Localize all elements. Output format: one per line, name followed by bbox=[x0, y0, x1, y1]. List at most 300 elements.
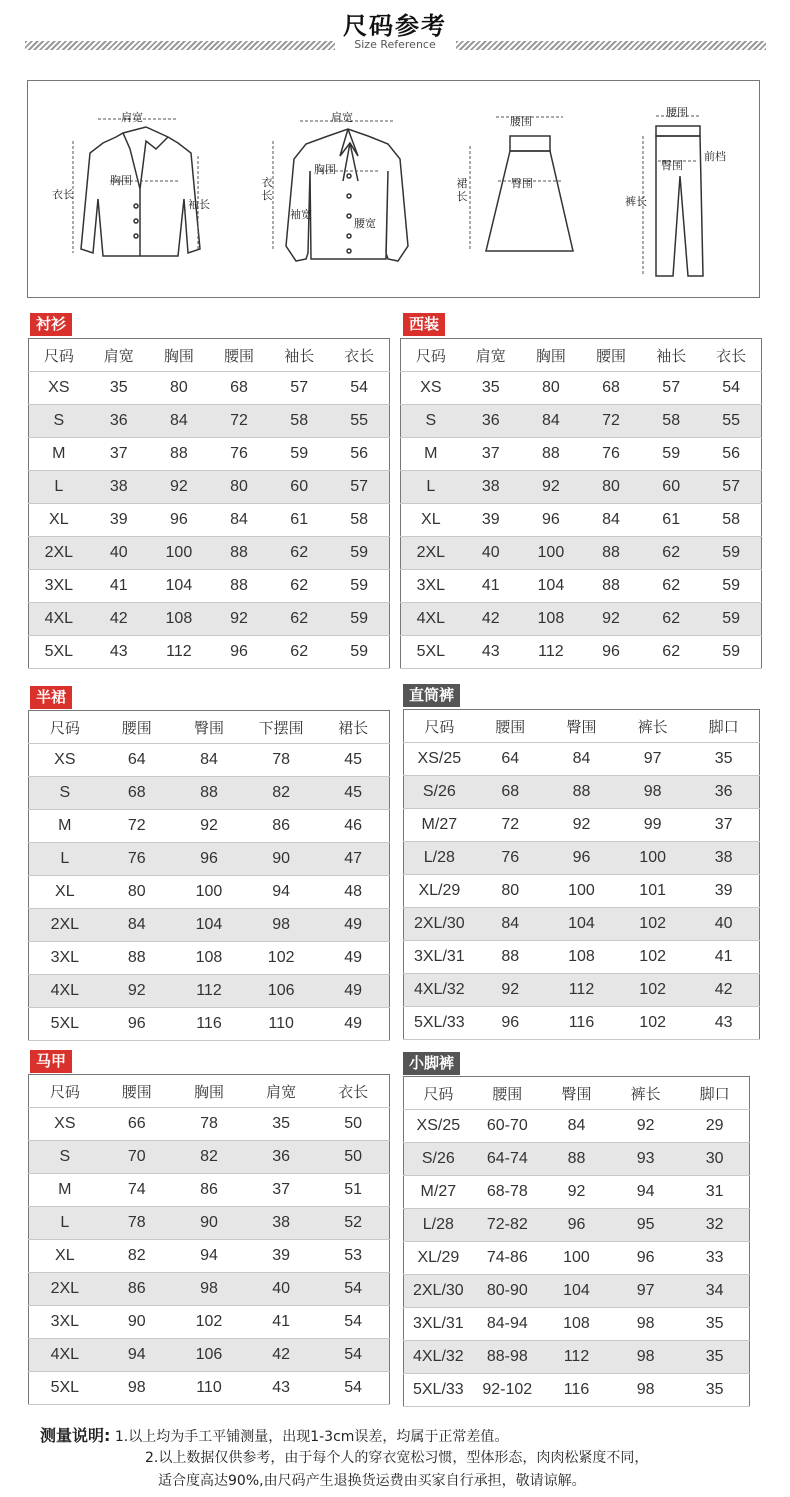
measurement-cell: 62 bbox=[269, 636, 329, 669]
table-header-row bbox=[401, 339, 762, 372]
measurement-cell: 64-74 bbox=[473, 1143, 542, 1176]
measurement-cell: 36 bbox=[461, 405, 521, 438]
measurement-cell: 56 bbox=[329, 438, 389, 471]
size-cell: M bbox=[29, 1174, 101, 1207]
page-subtitle: Size Reference bbox=[354, 38, 436, 51]
measurement-cell: 104 bbox=[542, 1275, 611, 1308]
column-header: 肩宽 bbox=[89, 339, 149, 372]
measurement-cell: 102 bbox=[173, 1306, 245, 1339]
table-row bbox=[401, 405, 762, 438]
jacket-illustration bbox=[81, 127, 200, 256]
table-row bbox=[404, 842, 760, 875]
column-header: 肩宽 bbox=[461, 339, 521, 372]
measurement-cell: 30 bbox=[680, 1143, 749, 1176]
measurement-cell: 74 bbox=[101, 1174, 173, 1207]
size-cell: XS/25 bbox=[404, 1110, 473, 1143]
skirt-waist-label: 腰围 bbox=[510, 115, 532, 128]
measurement-cell: 96 bbox=[173, 843, 245, 876]
measurement-cell: 42 bbox=[688, 974, 759, 1007]
measurement-cell: 37 bbox=[461, 438, 521, 471]
measurement-cell: 54 bbox=[317, 1339, 389, 1372]
measurement-cell: 66 bbox=[101, 1108, 173, 1141]
table-row bbox=[404, 743, 760, 776]
table-row bbox=[29, 876, 390, 909]
measurement-cell: 54 bbox=[329, 372, 389, 405]
measurement-cell: 80-90 bbox=[473, 1275, 542, 1308]
measurement-cell: 96 bbox=[542, 1209, 611, 1242]
table-row bbox=[29, 1339, 390, 1372]
measurement-cell: 62 bbox=[641, 570, 701, 603]
table-row bbox=[404, 1007, 760, 1040]
size-cell: 5XL bbox=[29, 636, 89, 669]
measurement-cell: 58 bbox=[269, 405, 329, 438]
measurement-cell: 86 bbox=[173, 1174, 245, 1207]
size-cell: S/26 bbox=[404, 776, 475, 809]
size-cell: 4XL bbox=[29, 603, 89, 636]
measurement-cell: 55 bbox=[701, 405, 761, 438]
column-header: 裤长 bbox=[611, 1077, 680, 1110]
measurement-cell: 62 bbox=[641, 603, 701, 636]
measurement-cell: 93 bbox=[611, 1143, 680, 1176]
measurement-cell: 38 bbox=[89, 471, 149, 504]
measurement-cell: 108 bbox=[149, 603, 209, 636]
measurement-cell: 98 bbox=[611, 1341, 680, 1374]
measurement-cell: 47 bbox=[317, 843, 389, 876]
measurement-cell: 80 bbox=[209, 471, 269, 504]
measurement-cell: 112 bbox=[149, 636, 209, 669]
blouse-illustration bbox=[286, 129, 408, 261]
measurement-cell: 101 bbox=[617, 875, 688, 908]
blouse-chest-label: 胸围 bbox=[314, 163, 336, 176]
garment-illustration-panel bbox=[27, 80, 760, 298]
measurement-cell: 112 bbox=[546, 974, 617, 1007]
blouse-length-label: 衣长 bbox=[261, 176, 273, 202]
size-cell: L bbox=[29, 843, 101, 876]
measurement-cell: 92 bbox=[173, 810, 245, 843]
measurement-cell: 92 bbox=[581, 603, 641, 636]
measurement-cell: 68 bbox=[581, 372, 641, 405]
measurement-cell: 57 bbox=[269, 372, 329, 405]
measurement-cell: 59 bbox=[269, 438, 329, 471]
measurement-cell: 102 bbox=[617, 974, 688, 1007]
column-header: 腰围 bbox=[473, 1077, 542, 1110]
measurement-cell: 43 bbox=[688, 1007, 759, 1040]
measurement-cell: 88-98 bbox=[473, 1341, 542, 1374]
measurement-cell: 40 bbox=[688, 908, 759, 941]
size-cell: 4XL bbox=[401, 603, 461, 636]
measurement-cell: 98 bbox=[245, 909, 317, 942]
measurement-cell: 86 bbox=[101, 1273, 173, 1306]
measurement-cell: 106 bbox=[245, 975, 317, 1008]
measurement-cell: 64 bbox=[101, 744, 173, 777]
measurement-cell: 38 bbox=[688, 842, 759, 875]
measurement-cell: 94 bbox=[611, 1176, 680, 1209]
blouse-sleeve-label: 袖宽 bbox=[290, 208, 312, 221]
measurement-cell: 39 bbox=[245, 1240, 317, 1273]
measurement-cell: 59 bbox=[329, 603, 389, 636]
table-row bbox=[401, 372, 762, 405]
table-row bbox=[29, 471, 390, 504]
jacket-length-label: 衣长 bbox=[52, 188, 74, 201]
measurement-cell: 78 bbox=[173, 1108, 245, 1141]
measurement-cell: 96 bbox=[101, 1008, 173, 1041]
measurement-cell: 116 bbox=[546, 1007, 617, 1040]
measurement-cell: 100 bbox=[546, 875, 617, 908]
measurement-cell: 49 bbox=[317, 1008, 389, 1041]
measurement-cell: 110 bbox=[173, 1372, 245, 1405]
measurement-cell: 102 bbox=[245, 942, 317, 975]
measurement-cell: 96 bbox=[475, 1007, 546, 1040]
measurement-cell: 42 bbox=[245, 1339, 317, 1372]
size-cell: 5XL/33 bbox=[404, 1374, 473, 1407]
table-row bbox=[29, 909, 390, 942]
pants-length-label: 裤长 bbox=[625, 195, 647, 208]
size-cell: 2XL bbox=[29, 909, 101, 942]
table-row bbox=[29, 1008, 390, 1041]
measurement-cell: 76 bbox=[209, 438, 269, 471]
measurement-cell: 97 bbox=[617, 743, 688, 776]
skinny-pants-tag: 小脚裤 bbox=[403, 1052, 460, 1075]
column-header: 裙长 bbox=[317, 711, 389, 744]
measurement-cell: 35 bbox=[461, 372, 521, 405]
table-row bbox=[29, 1207, 390, 1240]
column-header: 胸围 bbox=[521, 339, 581, 372]
size-cell: 3XL/31 bbox=[404, 1308, 473, 1341]
table-row bbox=[404, 1143, 750, 1176]
measurement-cell: 36 bbox=[688, 776, 759, 809]
blouse-waist-label: 腰宽 bbox=[354, 217, 376, 230]
column-header: 脚口 bbox=[688, 710, 759, 743]
measurement-cell: 62 bbox=[269, 570, 329, 603]
table-row bbox=[404, 1374, 750, 1407]
measurement-cell: 84 bbox=[209, 504, 269, 537]
table-row bbox=[401, 537, 762, 570]
measurement-cell: 112 bbox=[173, 975, 245, 1008]
measurement-cell: 94 bbox=[245, 876, 317, 909]
measurement-cell: 97 bbox=[611, 1275, 680, 1308]
measurement-cell: 112 bbox=[542, 1341, 611, 1374]
size-cell: 4XL bbox=[29, 1339, 101, 1372]
measurement-cell: 98 bbox=[611, 1374, 680, 1407]
measurement-cell: 58 bbox=[641, 405, 701, 438]
measurement-cell: 98 bbox=[173, 1273, 245, 1306]
measurement-cell: 60-70 bbox=[473, 1110, 542, 1143]
table-header-row bbox=[404, 1077, 750, 1110]
measurement-cell: 96 bbox=[521, 504, 581, 537]
measurement-cell: 60 bbox=[269, 471, 329, 504]
measurement-cell: 49 bbox=[317, 909, 389, 942]
notes-line-2: 2.以上数据仅供参考，由于每个人的穿衣宽松习惯，型体形态，肉肉松紧度不同， bbox=[145, 1450, 649, 1466]
measurement-cell: 100 bbox=[617, 842, 688, 875]
column-header: 尺码 bbox=[29, 1075, 101, 1108]
size-cell: XS bbox=[29, 372, 89, 405]
pants-waist-label: 腰围 bbox=[666, 106, 688, 119]
measurement-cell: 104 bbox=[149, 570, 209, 603]
measurement-cell: 88 bbox=[581, 537, 641, 570]
measurement-cell: 35 bbox=[688, 743, 759, 776]
skirt-length-label: 裙长 bbox=[456, 177, 468, 203]
measurement-cell: 98 bbox=[101, 1372, 173, 1405]
table-row bbox=[29, 1240, 390, 1273]
measurement-cell: 55 bbox=[329, 405, 389, 438]
suit-size-table bbox=[400, 338, 762, 669]
size-cell: 5XL bbox=[29, 1008, 101, 1041]
size-cell: S bbox=[29, 777, 101, 810]
measurement-cell: 61 bbox=[269, 504, 329, 537]
measurement-cell: 92 bbox=[521, 471, 581, 504]
jacket-chest-label: 胸围 bbox=[110, 174, 132, 187]
measurement-cell: 59 bbox=[641, 438, 701, 471]
measurement-cell: 64 bbox=[475, 743, 546, 776]
measurement-cell: 108 bbox=[521, 603, 581, 636]
measurement-cell: 59 bbox=[701, 603, 761, 636]
measurement-cell: 84 bbox=[581, 504, 641, 537]
measurement-cell: 84 bbox=[101, 909, 173, 942]
table-row bbox=[29, 975, 390, 1008]
table-row bbox=[404, 974, 760, 1007]
notes-line-1: 1.以上均为手工平铺测量，出现1-3cm误差，均属于正常差值。 bbox=[114, 1429, 509, 1445]
measurement-cell: 49 bbox=[317, 942, 389, 975]
measurement-cell: 72 bbox=[581, 405, 641, 438]
table-row bbox=[404, 941, 760, 974]
size-cell: XS bbox=[401, 372, 461, 405]
measurement-cell: 37 bbox=[688, 809, 759, 842]
measurement-cell: 88 bbox=[546, 776, 617, 809]
table-row bbox=[29, 636, 390, 669]
measurement-cell: 84 bbox=[542, 1110, 611, 1143]
measurement-cell: 72 bbox=[101, 810, 173, 843]
measurement-cell: 92 bbox=[101, 975, 173, 1008]
measurement-cell: 41 bbox=[245, 1306, 317, 1339]
measurement-cell: 100 bbox=[173, 876, 245, 909]
skirt-tag: 半裙 bbox=[30, 686, 72, 709]
column-header: 袖长 bbox=[641, 339, 701, 372]
column-header: 尺码 bbox=[29, 339, 89, 372]
measurement-cell: 74-86 bbox=[473, 1242, 542, 1275]
measurement-cell: 61 bbox=[641, 504, 701, 537]
column-header: 脚口 bbox=[680, 1077, 749, 1110]
table-row bbox=[404, 1176, 750, 1209]
measurement-cell: 59 bbox=[329, 537, 389, 570]
measurement-cell: 96 bbox=[581, 636, 641, 669]
measurement-cell: 56 bbox=[701, 438, 761, 471]
measurement-cell: 39 bbox=[461, 504, 521, 537]
pants-rise-label: 前档 bbox=[704, 150, 726, 163]
size-cell: 4XL bbox=[29, 975, 101, 1008]
measurement-cell: 54 bbox=[701, 372, 761, 405]
measurement-cell: 78 bbox=[245, 744, 317, 777]
measurement-cell: 94 bbox=[101, 1339, 173, 1372]
table-row bbox=[401, 471, 762, 504]
measurement-cell: 72-82 bbox=[473, 1209, 542, 1242]
column-header: 尺码 bbox=[29, 711, 101, 744]
measurement-cell: 36 bbox=[89, 405, 149, 438]
column-header: 袖长 bbox=[269, 339, 329, 372]
measurement-cell: 88 bbox=[101, 942, 173, 975]
table-row bbox=[404, 908, 760, 941]
column-header: 肩宽 bbox=[245, 1075, 317, 1108]
measurement-cell: 58 bbox=[329, 504, 389, 537]
table-row bbox=[29, 1108, 390, 1141]
vest-size-table bbox=[28, 1074, 390, 1405]
measurement-cell: 34 bbox=[680, 1275, 749, 1308]
measurement-cell: 40 bbox=[461, 537, 521, 570]
measurement-cell: 84 bbox=[475, 908, 546, 941]
notes-line-3: 适合度高达90%,由尺码产生退换货运费由买家自行承担，敬请谅解。 bbox=[158, 1473, 586, 1489]
size-cell: 3XL bbox=[29, 1306, 101, 1339]
column-header: 臀围 bbox=[173, 711, 245, 744]
measurement-cell: 32 bbox=[680, 1209, 749, 1242]
size-cell: 3XL bbox=[29, 942, 101, 975]
measurement-cell: 38 bbox=[245, 1207, 317, 1240]
jacket-sleeve-label: 袖长 bbox=[188, 198, 210, 211]
table-row bbox=[401, 603, 762, 636]
size-cell: XS bbox=[29, 1108, 101, 1141]
size-cell: XL bbox=[401, 504, 461, 537]
skinny-pants-size-table bbox=[403, 1076, 750, 1407]
size-cell: M/27 bbox=[404, 809, 475, 842]
measurement-cell: 39 bbox=[89, 504, 149, 537]
table-row bbox=[29, 405, 390, 438]
measurement-cell: 108 bbox=[542, 1308, 611, 1341]
measurement-cell: 116 bbox=[173, 1008, 245, 1041]
vest-tag: 马甲 bbox=[30, 1050, 72, 1073]
measurement-cell: 76 bbox=[475, 842, 546, 875]
measurement-cell: 35 bbox=[89, 372, 149, 405]
measurement-cell: 100 bbox=[521, 537, 581, 570]
measurement-cell: 90 bbox=[245, 843, 317, 876]
skirt-illustration bbox=[486, 136, 573, 251]
measurement-cell: 116 bbox=[542, 1374, 611, 1407]
size-cell: 3XL bbox=[401, 570, 461, 603]
measurement-cell: 88 bbox=[581, 570, 641, 603]
measurement-cell: 100 bbox=[149, 537, 209, 570]
size-cell: 2XL/30 bbox=[404, 1275, 473, 1308]
measurement-cell: 88 bbox=[521, 438, 581, 471]
straight-pants-size-table bbox=[403, 709, 760, 1040]
table-row bbox=[29, 504, 390, 537]
measurement-cell: 40 bbox=[245, 1273, 317, 1306]
measurement-cell: 86 bbox=[245, 810, 317, 843]
page-header bbox=[0, 0, 790, 60]
column-header: 胸围 bbox=[173, 1075, 245, 1108]
measurement-cell: 82 bbox=[245, 777, 317, 810]
measurement-cell: 49 bbox=[317, 975, 389, 1008]
measurement-cell: 90 bbox=[101, 1306, 173, 1339]
measurement-cell: 41 bbox=[89, 570, 149, 603]
table-row bbox=[401, 636, 762, 669]
table-row bbox=[29, 942, 390, 975]
measurement-cell: 29 bbox=[680, 1110, 749, 1143]
measurement-cell: 62 bbox=[269, 537, 329, 570]
size-cell: 2XL bbox=[29, 1273, 101, 1306]
measurement-cell: 112 bbox=[521, 636, 581, 669]
skirt-size-table bbox=[28, 710, 390, 1041]
size-cell: S bbox=[29, 1141, 101, 1174]
size-cell: M/27 bbox=[404, 1176, 473, 1209]
measurement-cell: 59 bbox=[329, 636, 389, 669]
table-header-row bbox=[29, 711, 390, 744]
measurement-cell: 35 bbox=[680, 1308, 749, 1341]
measurement-cell: 98 bbox=[617, 776, 688, 809]
measurement-cell: 95 bbox=[611, 1209, 680, 1242]
measurement-cell: 59 bbox=[329, 570, 389, 603]
measurement-cell: 80 bbox=[475, 875, 546, 908]
column-header: 衣长 bbox=[317, 1075, 389, 1108]
measurement-cell: 92 bbox=[546, 809, 617, 842]
measurement-cell: 84 bbox=[173, 744, 245, 777]
column-header: 臀围 bbox=[542, 1077, 611, 1110]
measurement-cell: 42 bbox=[461, 603, 521, 636]
measurement-cell: 84 bbox=[546, 743, 617, 776]
measurement-cell: 33 bbox=[680, 1242, 749, 1275]
size-cell: S bbox=[29, 405, 89, 438]
shirt-size-table bbox=[28, 338, 390, 669]
measurement-cell: 88 bbox=[173, 777, 245, 810]
measurement-cell: 96 bbox=[611, 1242, 680, 1275]
measurement-cell: 90 bbox=[173, 1207, 245, 1240]
column-header: 腰围 bbox=[475, 710, 546, 743]
measurement-cell: 43 bbox=[245, 1372, 317, 1405]
table-row bbox=[401, 570, 762, 603]
measurement-cell: 54 bbox=[317, 1306, 389, 1339]
table-header-row bbox=[29, 1075, 390, 1108]
measurement-cell: 88 bbox=[149, 438, 209, 471]
size-cell: L bbox=[401, 471, 461, 504]
measurement-cell: 80 bbox=[101, 876, 173, 909]
size-cell: 5XL/33 bbox=[404, 1007, 475, 1040]
table-row bbox=[29, 843, 390, 876]
measurement-cell: 98 bbox=[611, 1308, 680, 1341]
measurement-cell: 96 bbox=[209, 636, 269, 669]
size-cell: 3XL/31 bbox=[404, 941, 475, 974]
measurement-cell: 104 bbox=[521, 570, 581, 603]
table-header-row bbox=[404, 710, 760, 743]
measurement-cell: 40 bbox=[89, 537, 149, 570]
size-cell: XL/29 bbox=[404, 1242, 473, 1275]
size-cell: L/28 bbox=[404, 1209, 473, 1242]
table-row bbox=[29, 1372, 390, 1405]
table-row bbox=[29, 1174, 390, 1207]
table-row bbox=[404, 1242, 750, 1275]
column-header: 衣长 bbox=[701, 339, 761, 372]
measurement-cell: 43 bbox=[89, 636, 149, 669]
size-cell: L bbox=[29, 471, 89, 504]
measurement-cell: 104 bbox=[173, 909, 245, 942]
size-cell: M bbox=[401, 438, 461, 471]
measurement-cell: 88 bbox=[475, 941, 546, 974]
size-cell: S bbox=[401, 405, 461, 438]
measurement-cell: 68 bbox=[209, 372, 269, 405]
measurement-cell: 68 bbox=[101, 777, 173, 810]
table-row bbox=[29, 1306, 390, 1339]
size-cell: 3XL bbox=[29, 570, 89, 603]
measurement-cell: 54 bbox=[317, 1273, 389, 1306]
table-row bbox=[29, 1141, 390, 1174]
measurement-cell: 80 bbox=[581, 471, 641, 504]
measurement-cell: 92 bbox=[149, 471, 209, 504]
table-row bbox=[29, 810, 390, 843]
table-row bbox=[404, 1110, 750, 1143]
table-row bbox=[29, 777, 390, 810]
measurement-cell: 36 bbox=[245, 1141, 317, 1174]
measurement-cell: 57 bbox=[701, 471, 761, 504]
measurement-cell: 72 bbox=[209, 405, 269, 438]
pants-illustration bbox=[656, 126, 703, 276]
measurement-cell: 72 bbox=[475, 809, 546, 842]
size-cell: 5XL bbox=[401, 636, 461, 669]
measurement-cell: 60 bbox=[641, 471, 701, 504]
